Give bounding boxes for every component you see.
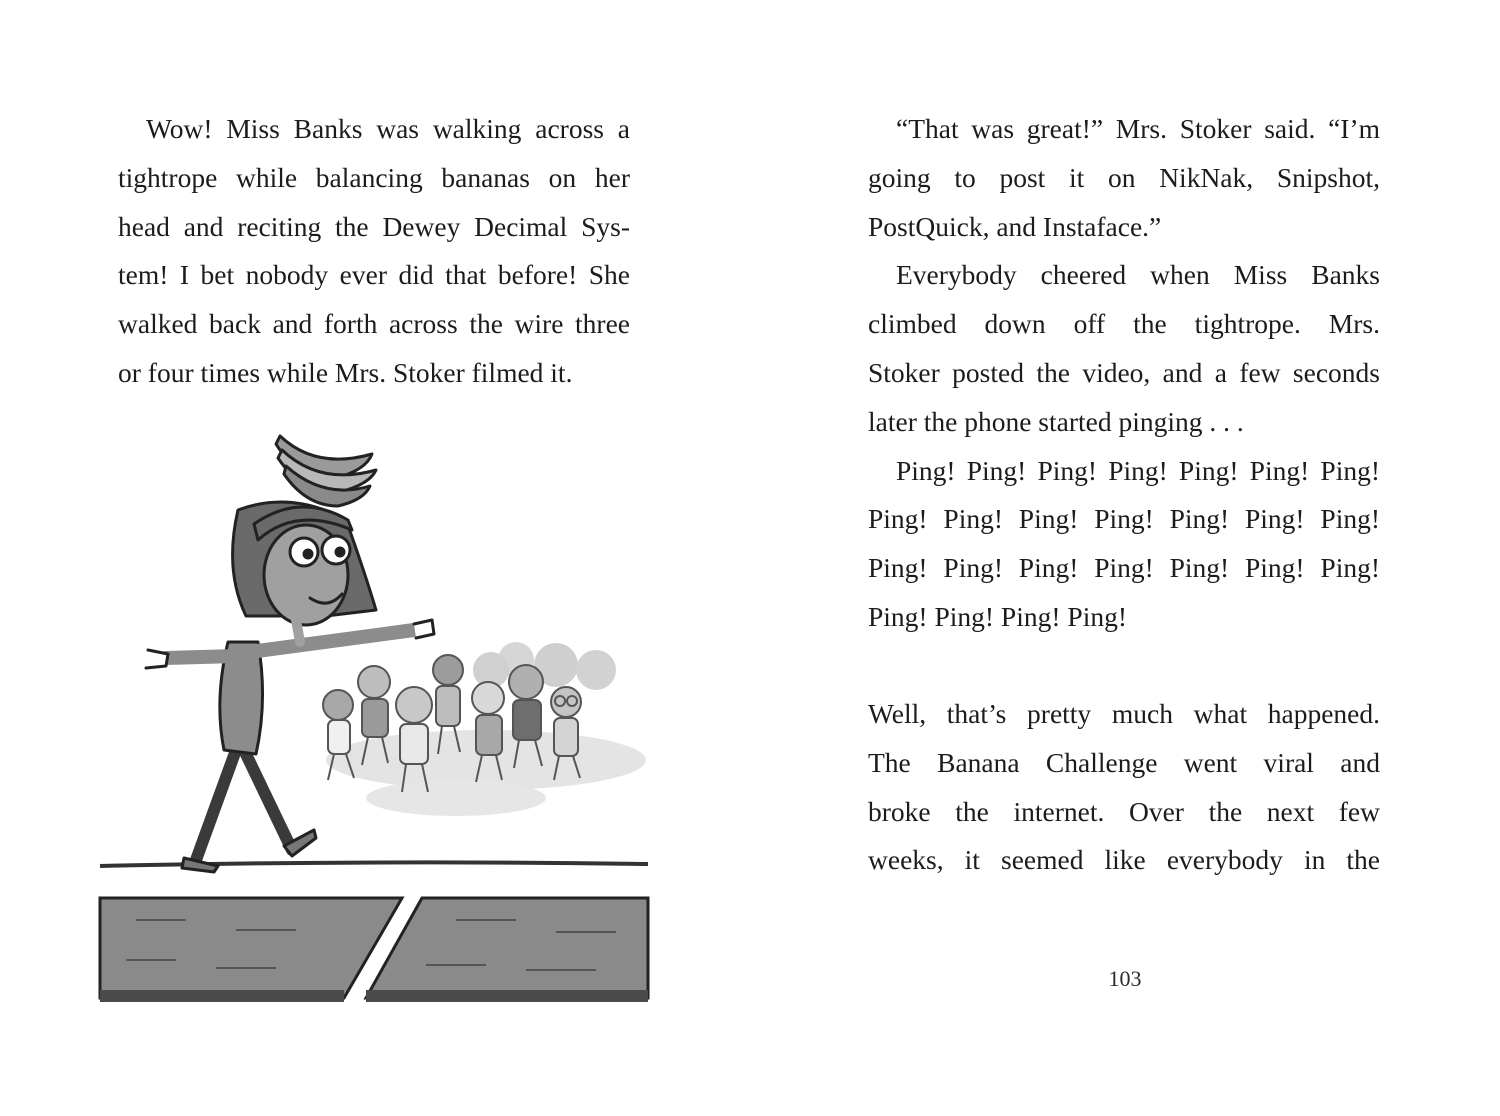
bananas-icon [276, 436, 376, 506]
paragraph-dialogue [868, 105, 1380, 251]
text-line: Everybody cheered when Miss Banks [896, 259, 1380, 291]
text-line: Ping! Ping! Ping! Ping! Ping! Ping! Ping! [868, 503, 1380, 535]
text-line: Ping! Ping! Ping! Ping! Ping! Ping! Ping! [896, 454, 1380, 486]
text-line: Ping! Ping! Ping! Ping! Ping! Ping! Ping! [868, 552, 1380, 584]
text-line: or four times while Mrs. Stoker filmed it. [118, 356, 573, 388]
text-line: Ping! Ping! Ping! Ping! [868, 600, 1127, 632]
right-page [750, 0, 1500, 1116]
paragraph-cheered [868, 251, 1380, 446]
page-number: 103 [1108, 966, 1142, 991]
text-line: tightrope while balancing bananas on her [118, 161, 630, 193]
right-text-block [868, 105, 1380, 876]
text-line: climbed down off the tightrope. Mrs. [868, 308, 1380, 340]
paragraph-pings [868, 447, 1380, 642]
text-line: tem! I bet nobody ever did that before! She [118, 259, 630, 291]
text-line: Wow! Miss Banks was walking across a [146, 113, 630, 144]
tightrope-illustration [96, 420, 656, 1030]
text-line: later the phone started pinging . . . [868, 405, 1244, 437]
text-line: The Banana Challenge went viral and [868, 746, 1380, 778]
text-line: broke the internet. Over the next few [868, 795, 1380, 827]
text-line: walked back and forth across the wire three [118, 308, 630, 340]
paragraph-viral [868, 690, 1380, 885]
woman-on-tightrope-with-bananas-illustration [96, 420, 656, 1030]
text-line: head and reciting the Dewey Decimal Sys- [118, 210, 630, 242]
platforms [100, 898, 648, 1002]
crowd-of-kids [323, 642, 646, 816]
text-line: going to post it on NikNak, Snipshot, [868, 161, 1380, 193]
text-line: Well, that’s pretty much what happened. [868, 698, 1380, 729]
text-line: weeks, it seemed like everybody in the [868, 844, 1380, 876]
text-line: “That was great!” Mrs. Stoker said. “I’m [896, 113, 1380, 144]
text-line: PostQuick, and Instaface.” [868, 210, 1162, 242]
miss-banks-figure [146, 502, 434, 872]
text-line: Stoker posted the video, and a few seconds [868, 356, 1380, 388]
left-paragraph [118, 105, 630, 398]
